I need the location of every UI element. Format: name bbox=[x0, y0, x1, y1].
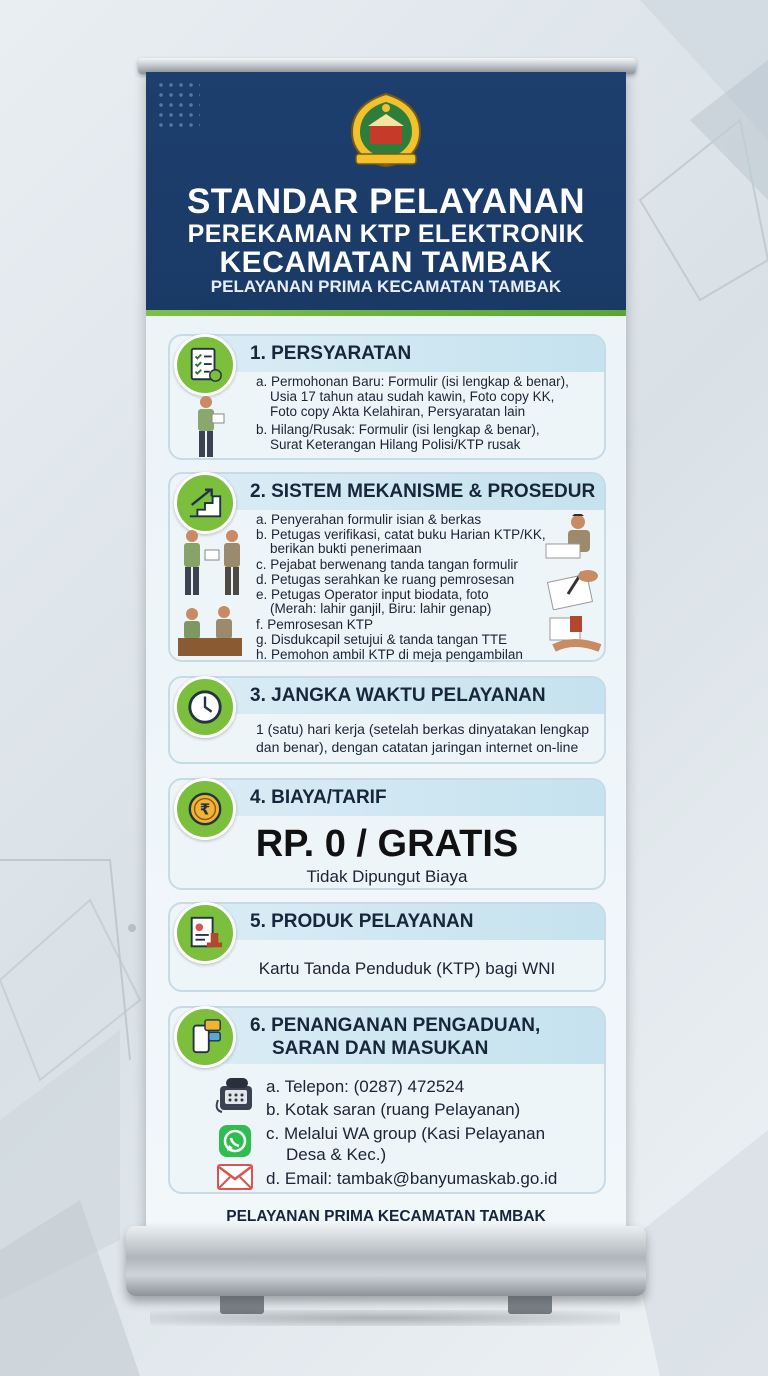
roll-up-banner bbox=[146, 72, 626, 1242]
section-title-line-2: SARAN DAN MASUKAN bbox=[272, 1038, 489, 1059]
req-line-5: Surat Keterangan Hilang Polisi/KTP rusak bbox=[270, 437, 521, 452]
proc-line-h: h. Pemohon ambil KTP di meja pengambilan bbox=[256, 647, 523, 662]
req-line-3: Foto copy Akta Kelahiran, Persyaratan lain bbox=[270, 404, 526, 419]
banner-header bbox=[146, 72, 626, 310]
contact-whatsapp: c. Melalui WA group (Kasi Pelayanan bbox=[266, 1124, 546, 1143]
req-line-1: a. Permohonan Baru: Formulir (isi lengkap & benar), bbox=[256, 374, 569, 389]
proc-line-e2: (Merah: lahir ganjil, Biru: lahir genap) bbox=[270, 601, 492, 616]
header-subtitle: PELAYANAN PRIMA KECAMATAN TAMBAK bbox=[210, 277, 562, 296]
officer-at-desk-illustration bbox=[178, 604, 242, 656]
banyumas-emblem-logo bbox=[346, 90, 426, 170]
stairs-icon bbox=[174, 472, 236, 534]
contact-suggestion-box: b. Kotak saran (ruang Pelayanan) bbox=[266, 1100, 521, 1119]
contact-whatsapp-2: Desa & Kec.) bbox=[286, 1145, 387, 1164]
section-produk-pelayanan bbox=[168, 902, 606, 992]
document-stamp-icon bbox=[174, 902, 236, 964]
proc-line-a: a. Penyerahan formulir isian & berkas bbox=[256, 512, 482, 527]
officer-writing-illustration bbox=[542, 514, 604, 562]
proc-line-b: b. Petugas verifikasi, catat buku Harian KTP/KK, bbox=[256, 527, 546, 542]
banner-stand-base bbox=[126, 1226, 646, 1296]
header-green-stripe bbox=[146, 310, 626, 316]
title-line-1: STANDAR PELAYANAN bbox=[186, 182, 586, 221]
email-icon bbox=[217, 1164, 253, 1190]
section-title: 5. PRODUK PELAYANAN bbox=[250, 911, 474, 932]
proc-line-b2: berikan bukti penerimaan bbox=[270, 541, 422, 556]
section-jangka-waktu bbox=[168, 676, 606, 764]
req-line-4: b. Hilang/Rusak: Formulir (isi lengkap & benar), bbox=[256, 422, 540, 437]
proc-line-d: d. Petugas serahkan ke ruang pemrosesan bbox=[256, 572, 515, 587]
person-with-document-illustration bbox=[192, 394, 226, 460]
section-title: 4. BIAYA/TARIF bbox=[250, 787, 387, 808]
section-title-line-1: 6. PENANGANAN PENGADUAN, bbox=[250, 1015, 541, 1036]
title-line-2: PEREKAMAN KTP ELEKTRONIK bbox=[187, 220, 585, 248]
title-line-3: KECAMATAN TAMBAK bbox=[219, 246, 553, 279]
section-title: 1. PERSYARATAN bbox=[250, 343, 412, 364]
section-mekanisme-prosedur bbox=[168, 472, 606, 662]
footer-tagline: PELAYANAN PRIMA KECAMATAN TAMBAK bbox=[226, 1208, 546, 1225]
proc-line-e: e. Petugas Operator input biodata, foto bbox=[256, 587, 489, 602]
clock-icon bbox=[174, 676, 236, 738]
proc-line-g: g. Disdukcapil setujui & tanda tangan TTE bbox=[256, 632, 508, 647]
checklist-icon bbox=[174, 334, 236, 396]
phone-chat-icon bbox=[174, 1006, 236, 1068]
duration-line-1: 1 (satu) hari kerja (setelah berkas dinyatakan lengkap bbox=[256, 721, 590, 737]
section-pengaduan bbox=[168, 1006, 606, 1194]
officers-handing-form-illustration bbox=[178, 528, 248, 598]
contact-phone: a. Telepon: (0287) 472524 bbox=[266, 1077, 465, 1096]
section-title: 2. SISTEM MEKANISME & PROSEDUR bbox=[250, 481, 596, 502]
section-persyaratan bbox=[168, 334, 606, 460]
req-line-2: Usia 17 tahun atau sudah kawin, Foto copy KK, bbox=[270, 389, 555, 404]
stamp-and-handover-illustration bbox=[546, 614, 604, 658]
proc-line-f: f. Pemrosesan KTP bbox=[256, 617, 374, 632]
decorative-dots bbox=[156, 80, 200, 130]
whatsapp-icon bbox=[218, 1124, 252, 1158]
fee-amount: RP. 0 / GRATIS bbox=[255, 823, 519, 865]
section-title: 3. JANGKA WAKTU PELAYANAN bbox=[250, 685, 546, 706]
svg-text:₹: ₹ bbox=[199, 800, 211, 819]
duration-line-2: dan benar), dengan catatan jaringan internet on-line bbox=[256, 739, 579, 755]
signing-document-illustration bbox=[542, 568, 604, 610]
contact-email: d. Email: tambak@banyumaskab.go.id bbox=[266, 1169, 558, 1188]
section-biaya-tarif bbox=[168, 778, 606, 890]
fee-note: Tidak Dipungut Biaya bbox=[306, 867, 468, 886]
product-line: Kartu Tanda Penduduk (KTP) bagi WNI bbox=[258, 959, 556, 978]
proc-line-c: c. Pejabat berwenang tanda tangan formulir bbox=[256, 557, 518, 572]
telephone-icon bbox=[214, 1074, 256, 1116]
